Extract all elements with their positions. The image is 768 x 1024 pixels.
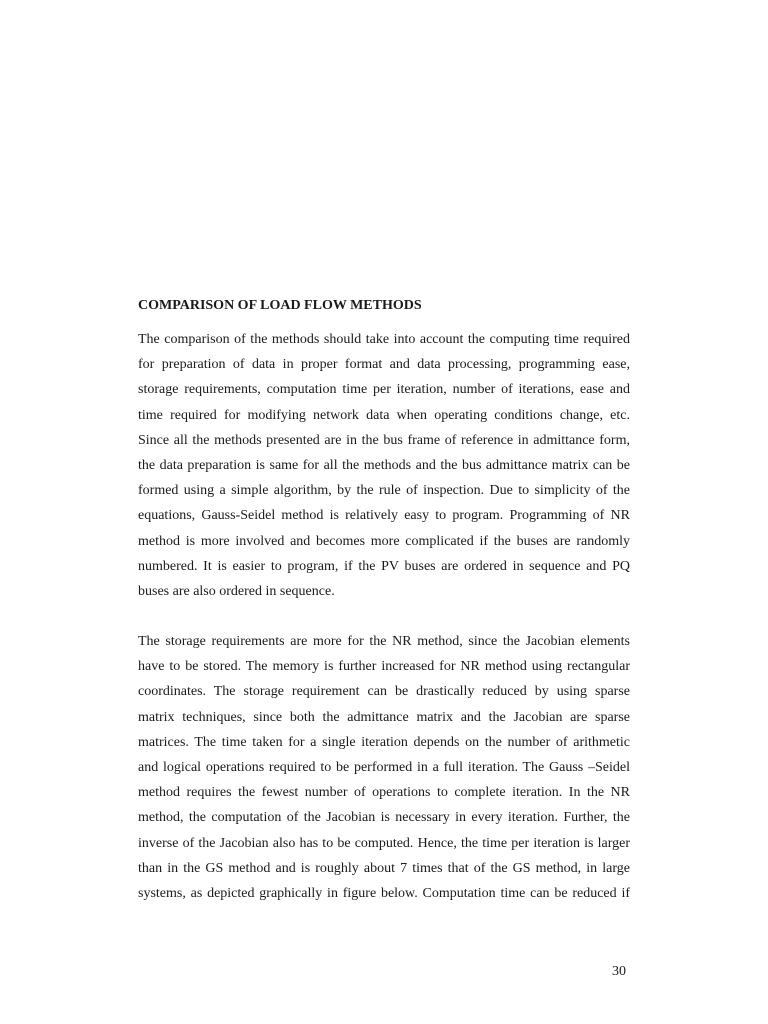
text-line: Since all the methods presented are in the bus frame of reference in admittance form, <box>138 432 630 448</box>
text-line: and logical operations required to be performed in a full iteration. The Gauss –Seidel <box>138 759 630 775</box>
text-line: formed using a simple algorithm, by the rule of inspection. Due to simplicity of the <box>138 483 630 499</box>
text-line: systems, as depicted graphically in figure below. Computation time can be reduced if <box>138 885 630 901</box>
text-line: inverse of the Jacobian also has to be computed. Hence, the time per iteration is larger <box>138 835 630 851</box>
section-heading: COMPARISON OF LOAD FLOW METHODS <box>138 298 422 313</box>
text-line: matrices. The time taken for a single iteration depends on the number of arithmetic <box>138 734 630 750</box>
text-line: equations, Gauss-Seidel method is relatively easy to program. Programming of NR <box>138 508 630 524</box>
text-line: The comparison of the methods should take into account the computing time required <box>138 332 630 347</box>
paragraph-2 <box>138 629 630 906</box>
text-line: than in the GS method and is roughly about 7 times that of the GS method, in large <box>138 860 630 876</box>
paragraph-1 <box>138 327 630 604</box>
text-line: coordinates. The storage requirement can be drastically reduced by using sparse <box>138 684 630 700</box>
text-line: numbered. It is easier to program, if the PV buses are ordered in sequence and PQ <box>138 558 630 574</box>
text-line: method, the computation of the Jacobian is necessary in every iteration. Further, the <box>138 810 630 826</box>
text-line: have to be stored. The memory is further increased for NR method using rectangular <box>138 659 630 675</box>
text-line: the data preparation is same for all the methods and the bus admittance matrix can be <box>138 457 630 473</box>
text-line: time required for modifying network data when operating conditions change, etc. <box>138 407 630 423</box>
text-line: matrix techniques, since both the admittance matrix and the Jacobian are sparse <box>138 709 630 725</box>
text-line: storage requirements, computation time per iteration, number of iterations, ease and <box>138 382 630 398</box>
text-line: buses are also ordered in sequence. <box>138 583 335 599</box>
page-number: 30 <box>612 964 626 979</box>
text-line: method requires the fewest number of operations to complete iteration. In the NR <box>138 785 630 801</box>
text-line: for preparation of data in proper format and data processing, programming ease, <box>138 357 630 373</box>
text-line: method is more involved and becomes more complicated if the buses are randomly <box>138 533 630 549</box>
text-line: The storage requirements are more for the NR method, since the Jacobian elements <box>138 634 630 649</box>
